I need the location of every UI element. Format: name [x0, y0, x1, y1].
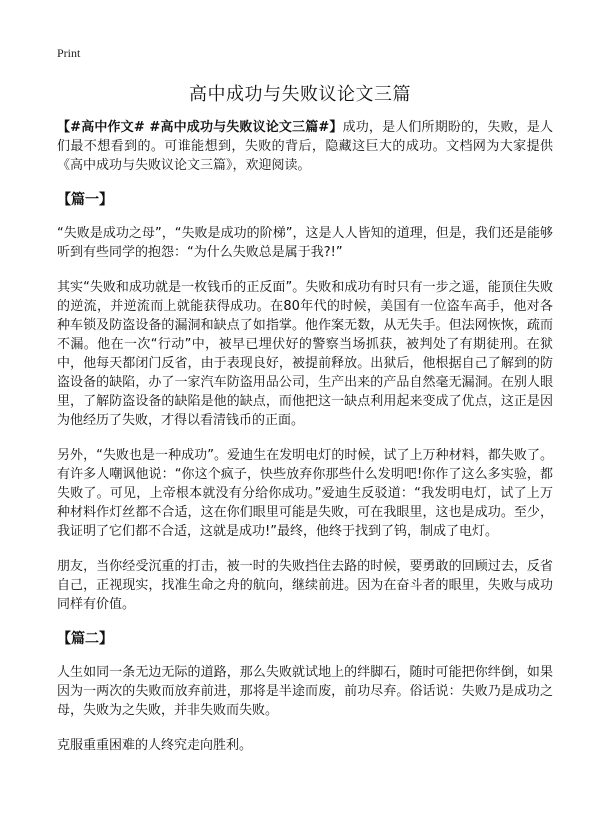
print-link[interactable]: Print	[57, 46, 81, 60]
paragraph: “失败是成功之母”，“失败是成功的阶梯”，这是人人皆知的道理，但是，我们还是能够听到有些同学的抱怨：“为什么失败总是属于我?!”	[57, 226, 553, 260]
intro-text: 成功，是人们所期盼的，失败，是人们最不想看到的。可谁能想到，失败的背后，隐藏这巨大的成功。文档网为大家提供《高中成功与失败议论文三篇》，欢迎阅读。	[57, 120, 553, 173]
page-title: 高中成功与失败议论文三篇	[189, 84, 411, 105]
intro-tag-lead: 【#高中作文# #高中成功与失败议论文三篇#】	[57, 120, 343, 135]
section-heading-1: 【篇一】	[57, 192, 113, 208]
paragraph: 克服重重困难的人终究走向胜利。	[57, 738, 253, 753]
paragraph: 另外，“失败也是一种成功”。爱迪生在发明电灯的时候，试了上万种材料，都失败了。有许多人嘲讽他说：“你这个疯子，快些放弃你那些什么发明吧!你作了这么多实验，都失败了。可见，上帝根本就没有分给你成功。”爱迪生反驳道：“我发明电灯，试了上万种材料作灯丝都不合适，这在你们眼里可能是失败，可在我眼里，这也是成功。至少，我证明了它们都不合适，这就是成功!”最终，他终于找到了钨，制成了电灯。	[57, 448, 553, 539]
paragraph: 人生如同一条无边无际的道路，那么失败就试地上的绊脚石，随时可能把你绊倒，如果因为一两次的失败而放弃前进，那将是半途而废，前功尽弃。俗话说：失败乃是成功之母，失败为之失败，并非失败而失败。	[57, 665, 553, 718]
article-body	[57, 118, 553, 771]
intro-paragraph	[57, 118, 553, 175]
paragraph: 其实“失败和成功就是一枚钱币的正反面”。失败和成功有时只有一步之遥，能顶住失败的逆流，并逆流而上就能获得成功。在80年代的时候，美国有一位盗车高手，他对各种车锁及防盗设备的漏洞和缺点了如指掌。他作案无数，从无失手。但法网恢恢，疏而不漏。他在一次“行动”中，被早已埋伏好的警察当场抓获，被判处了有期徒刑。在狱中，他每天都闭门反省，由于表现良好，被提前释放。出狱后，他根据自己了解到的防盗设备的缺陷，办了一家汽车防盗用品公司，生产出来的产品自然毫无漏洞。在别人眼里，了解防盗设备的缺陷是他的缺点，而他把这一缺点利用起来变成了优点，这正是因为他经历了失败，才得以看清钱币的正面。	[57, 280, 553, 428]
paragraph: 朋友，当你经受沉重的打击，被一时的失败挡住去路的时候，要勇敢的回顾过去，反省自己，正视现实，找准生命之舟的航向，继续前进。因为在奋斗者的眼里，失败与成功同样有价值。	[57, 559, 553, 612]
section-heading-2: 【篇二】	[57, 631, 113, 647]
